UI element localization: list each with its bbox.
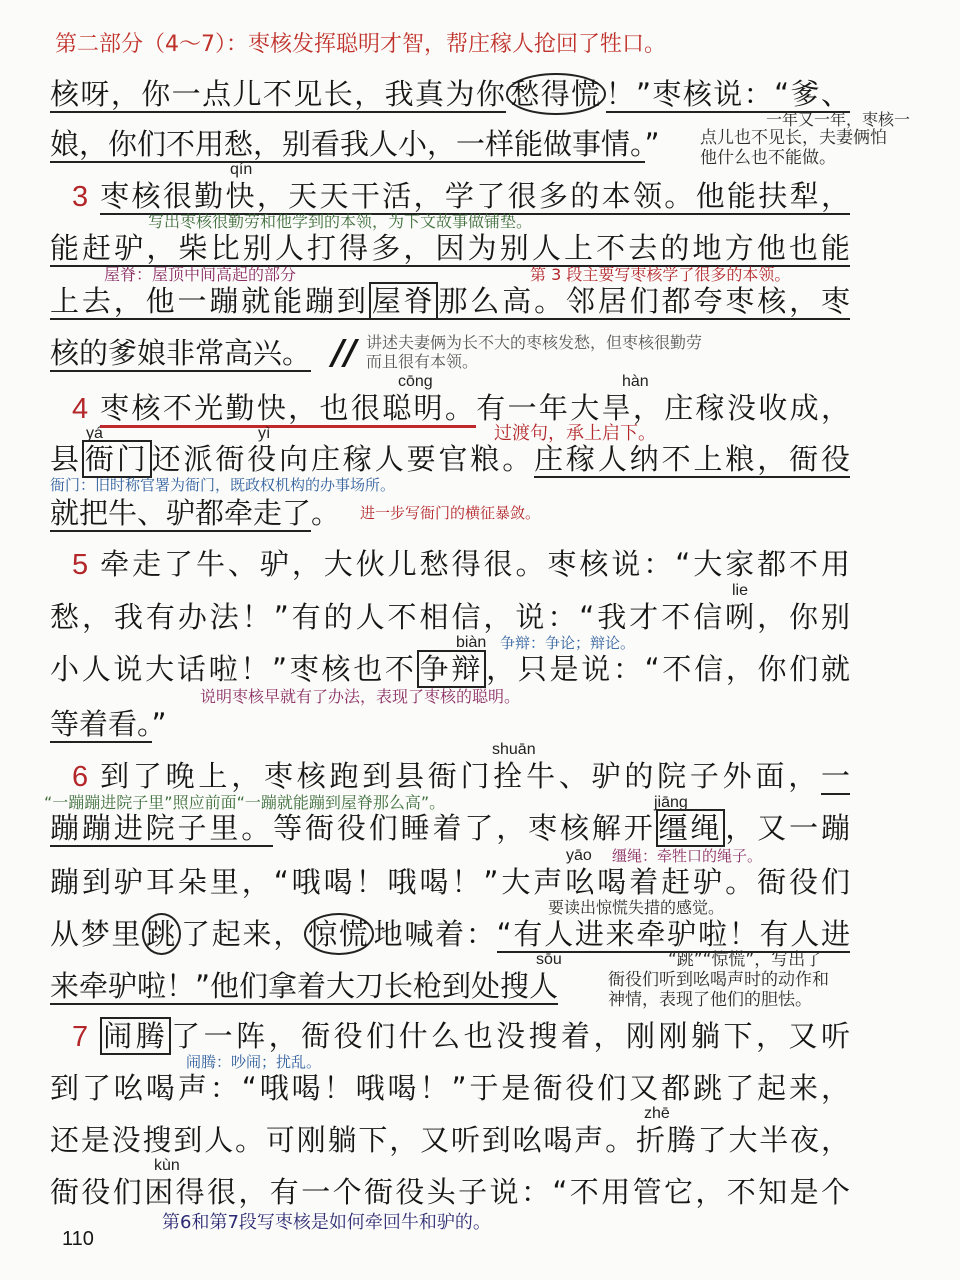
line-content	[100, 392, 850, 424]
text-line	[50, 78, 850, 110]
annotation-note: 点儿也不见长，夫妻俩怕	[700, 128, 887, 148]
text-line	[72, 392, 850, 424]
pinyin: yāo	[566, 847, 592, 864]
annotation-note: 一年又一年，枣核一	[766, 110, 911, 129]
line-content	[50, 1176, 850, 1208]
text-segment: 还是没搜到人。可刚躺下，又听到吆喝声。折腾了大半夜，	[50, 1123, 850, 1157]
paragraph-divider-mark: //	[332, 333, 357, 373]
pinyin: qín	[230, 161, 253, 178]
text-segment: ”	[151, 707, 167, 741]
text-line	[50, 128, 660, 160]
boxed-word: 缰绳	[656, 809, 726, 847]
text-segment: 到了晚上，枣核跑到县衙门拴牛、驴的院子外面，	[100, 759, 821, 793]
paragraph-number: 7	[72, 1021, 89, 1053]
pinyin: zhē	[644, 1105, 670, 1122]
text-line	[72, 760, 850, 792]
annotation-note: 而且很有本领。	[366, 352, 479, 371]
text-segment: 衙役们困得很，有一个衙役头子说：“不用管它，不知是个	[50, 1175, 850, 1209]
circled-word: 惊慌	[304, 913, 374, 955]
text-line	[50, 232, 850, 264]
line-content	[50, 812, 850, 844]
line-content	[50, 128, 660, 160]
pinyin: sōu	[536, 951, 562, 968]
text-line	[50, 970, 558, 1002]
text-line	[50, 285, 850, 317]
line-content	[50, 1124, 850, 1156]
underlined-text: 上去，他一蹦就能蹦到	[50, 284, 369, 318]
text-segment: 还派衙役向庄稼人要官粮。	[151, 442, 535, 476]
annotation-note: 写出枣核很勤劳和他学到的本领，为下文故事做铺垫。	[148, 212, 533, 231]
pinyin: cōng	[398, 373, 433, 390]
pinyin: jiāng	[654, 794, 688, 811]
line-content	[100, 760, 850, 792]
line-content	[50, 232, 850, 264]
line-content	[50, 443, 850, 475]
pinyin: shuān	[492, 741, 536, 758]
boxed-word: 闹腾	[100, 1017, 171, 1055]
underlined-text: 能赶驴，柴比别人打得多，因为别人上不去的地方他也能	[50, 231, 850, 265]
red-underlined-text: 枣核不光勤快，也很聪明。	[100, 391, 476, 428]
circled-word: 愁得慌	[506, 73, 605, 115]
underlined-text: ！”枣核说：“爹、	[605, 77, 850, 111]
line-content	[50, 1072, 850, 1104]
annotation-note: 过渡句，承上启下。	[494, 423, 656, 444]
text-line	[72, 1020, 850, 1052]
line-content	[50, 601, 850, 633]
text-segment: 了一阵，衙役们什么也没搜着，刚刚躺下，又听	[171, 1019, 850, 1053]
text-segment: 地喊着：	[373, 917, 497, 951]
text-line	[72, 180, 850, 212]
boxed-word: 衙门	[82, 440, 152, 478]
boxed-word: 屋脊	[369, 282, 439, 320]
text-segment: ，又一蹦	[725, 811, 850, 845]
underlined-text: 枣核很勤快，天天干活，学了很多的本领。他能扶犁，	[100, 179, 850, 213]
annotation-note: 第6和第7段写枣核是如何牵回牛和驴的。	[162, 1212, 491, 1233]
text-line	[50, 708, 167, 740]
text-line	[50, 653, 850, 685]
line-content	[50, 337, 311, 369]
underlined-text: 娘，你们不用愁，别看我人小，一样能做事情。	[50, 127, 645, 161]
text-segment: ”	[644, 127, 660, 161]
pinyin: biàn	[456, 634, 487, 651]
text-segment: 从梦里	[50, 917, 143, 951]
underlined-text: 蹦蹦进院子里。	[50, 811, 274, 845]
section-title: 第二部分（4～7）：枣核发挥聪明才智，帮庄稼人抢回了牲口。	[55, 32, 666, 57]
paragraph-number: 4	[72, 393, 89, 425]
pinyin: lie	[732, 582, 749, 599]
underlined-text: 就把牛、驴都牵走了	[50, 496, 312, 530]
annotation-note: 屋脊：屋顶中间高起的部分	[104, 265, 297, 284]
text-line	[50, 443, 850, 475]
text-segment: ，只是说：“不信，你们就	[486, 652, 850, 686]
paragraph-number: 5	[72, 549, 89, 581]
text-segment: 牵走了牛、驴，大伙儿愁得很。枣核说：“大家都不用	[100, 547, 850, 581]
pinyin: yì	[258, 425, 271, 442]
line-content	[50, 970, 558, 1002]
underlined-text: 核呀，你一点儿不见长，我真为你	[50, 77, 507, 111]
line-content	[50, 708, 167, 740]
line-content	[100, 548, 850, 580]
underlined-text: 那么高。邻居们都夸枣核，枣	[438, 284, 850, 318]
underlined-text: 等着看。	[50, 707, 152, 741]
annotation-note: 衙役们听到吆喝声时的动作和	[608, 970, 829, 990]
circled-word: 跳	[142, 913, 181, 955]
text-segment: 到了吆喝声：“哦喝！哦喝！”于是衙役们又都跳了起来，	[50, 1071, 850, 1105]
paragraph-number: 3	[72, 181, 89, 213]
annotation-note: 缰绳：牵牲口的绳子。	[612, 847, 763, 865]
text-segment: 愁，我有办法！”有的人不相信，说：“我才不信咧，你别	[50, 600, 850, 634]
text-segment: 等衙役们睡着了，枣核解开	[273, 811, 656, 845]
page-number: 110	[62, 1228, 94, 1250]
pinyin: yá	[86, 425, 103, 442]
annotation-note: 神情，表现了他们的胆怯。	[608, 990, 812, 1010]
line-content	[100, 180, 850, 212]
text-segment: 。	[311, 496, 341, 530]
paragraph-number: 6	[72, 761, 89, 793]
pinyin: kùn	[154, 1157, 180, 1174]
text-segment: 有一年大旱，庄稼没收成，	[476, 391, 850, 425]
text-line	[50, 866, 850, 898]
underlined-text: “有人进来牵驴啦！有人进	[496, 917, 850, 951]
underlined-text: 庄稼人纳不上粮，衙役	[534, 442, 850, 476]
text-line	[50, 1124, 850, 1156]
text-segment: 小人说大话啦！”枣核也不	[50, 652, 417, 686]
text-line	[50, 812, 850, 844]
annotation-note: 进一步写衙门的横征暴敛。	[360, 504, 541, 522]
text-segment: 蹦到驴耳朵里，“哦喝！哦喝！”大声吆喝着赶驴。衙役们	[50, 865, 850, 899]
pinyin: hàn	[622, 373, 649, 390]
annotation-note: “一蹦蹦进院子里”照应前面“一蹦就能蹦到屋脊那么高”。	[44, 793, 446, 812]
boxed-word: 争辩	[417, 650, 486, 688]
line-content	[50, 918, 850, 950]
line-content	[50, 497, 340, 529]
line-content	[50, 78, 850, 110]
underlined-text: 来牵驴啦！”他们拿着大刀长枪到处搜人	[50, 969, 559, 1003]
annotation-note: 要读出惊慌失措的感觉。	[548, 898, 725, 917]
annotation-note: 争辩：争论；辩论。	[500, 634, 636, 652]
annotation-note: 说明枣核早就有了办法，表现了枣核的聪明。	[200, 687, 521, 706]
annotation-note: “跳”“惊慌”，写出了	[668, 950, 823, 970]
text-line	[50, 497, 340, 529]
text-line	[50, 1072, 850, 1104]
annotation-note: 衙门：旧时称官署为衙门，既政权机构的办事场所。	[50, 476, 396, 494]
annotation-note: 第 3 段主要写枣核学了很多的本领。	[530, 265, 791, 284]
line-content	[100, 1020, 850, 1052]
text-line	[50, 337, 311, 369]
underlined-text: 一	[820, 759, 850, 793]
text-line	[50, 918, 850, 950]
text-line	[50, 601, 850, 633]
annotation-note: 闹腾：吵闹；扰乱。	[186, 1053, 322, 1071]
annotation-note: 讲述夫妻俩为长不大的枣核发愁，但枣核很勤劳	[366, 333, 703, 352]
line-content	[50, 653, 850, 685]
text-segment: 了起来，	[181, 917, 305, 951]
underlined-text: 核的爹娘非常高兴。	[50, 336, 312, 370]
text-line	[50, 1176, 850, 1208]
line-content	[50, 285, 850, 317]
text-line	[72, 548, 850, 580]
line-content	[50, 866, 850, 898]
text-segment: 县	[50, 442, 82, 476]
annotation-note: 他什么也不能做。	[700, 148, 836, 168]
